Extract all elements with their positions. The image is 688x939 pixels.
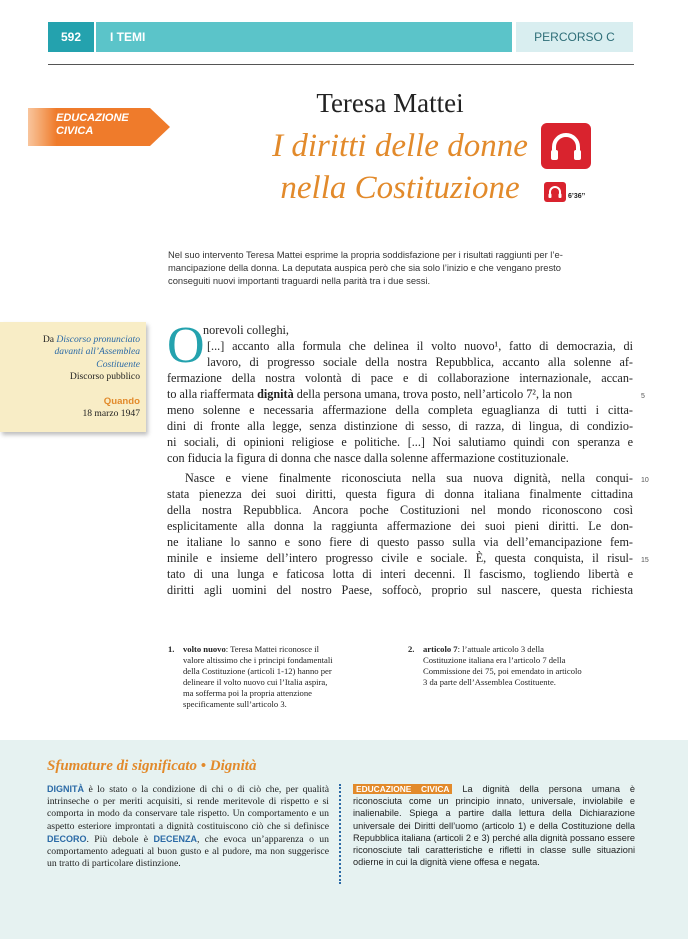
title-line2: nella Costituzione <box>280 170 520 206</box>
source-genre: Discorso pubblico <box>69 371 140 383</box>
author-name: Teresa Mattei <box>316 88 464 118</box>
body-line: esplicitamente alla donna la raggiunta affermazione dei suoi pieni diritti. Le don- <box>167 519 633 533</box>
footnote-text: Costituzione italiana era l’articolo 7 della <box>423 655 566 665</box>
line-number: 15 <box>641 557 649 564</box>
when-label: Quando <box>103 395 140 407</box>
footnote-text: ma sofferma poi la propria attenzione <box>183 688 312 698</box>
body-line: Nasce e viene finalmente riconosciuta nella sua nuova dignità, nella conqui- <box>185 471 633 485</box>
footnote-number: 2. <box>408 644 415 654</box>
body-line: ne italiane lo sanno e sono fiere di questo passo sulla via dell’emancipazione fem- <box>167 535 633 549</box>
educazione-civica-label: EDUCAZIONE CIVICA <box>353 784 452 794</box>
footnote-2 <box>423 644 635 688</box>
intro-paragraph <box>168 248 634 287</box>
tag-line1: EDUCAZIONE <box>56 112 129 124</box>
footnote-text: 3 da parte dell’Assemblea Costituente. <box>423 677 556 687</box>
body-line: ni sociali, di opinioni religiose e politiche. [...] Noi salutiamo quindi con speranza e <box>167 435 633 449</box>
body-line: norevoli colleghi, <box>203 323 289 337</box>
tag-text <box>56 112 129 138</box>
body-line: fermazione della nostra volontà di pace e di collaborazione internazionale, accan- <box>167 371 633 385</box>
body-line <box>167 386 633 402</box>
audio-duration: 6’36’’ <box>568 193 586 200</box>
page-number: 592 <box>48 22 94 52</box>
body-line: dini di fronte alla legge, senza distinzione di sesso, di razza, di lingua, di condizio- <box>167 419 633 433</box>
line-number: 5 <box>641 393 645 400</box>
definition-text: . Più debole è <box>86 833 154 845</box>
panel-definition <box>47 783 329 870</box>
source-title-1: Discorso pronunciato <box>56 334 140 345</box>
intro-line: Nel suo intervento Teresa Mattei esprime la propria soddisfazione per i risultati raggiunti per l’e- <box>168 249 563 260</box>
footnote-1 <box>183 644 383 710</box>
source-title-2: davanti all’Assemblea <box>54 346 140 358</box>
footnote-term: volto nuovo <box>183 644 226 654</box>
body-line: stata pienezza dei suoi diritti, questa figura di donna italiana finalmente cittadina <box>167 487 633 501</box>
keyword-dignita: DIGNITÀ <box>47 784 84 794</box>
body-line: [...] accanto alla formula che delinea il volto nuovo¹, fatto di democrazia, di <box>207 339 633 353</box>
definition-text: , che evoca un’apparenza o un comportamento adeguati al buon gusto e al pudore, ma non suggerisce un tratto di particolare distinzione. <box>47 833 329 870</box>
headphones-icon[interactable] <box>541 123 591 169</box>
keyword-decenza: DECENZA <box>153 833 197 844</box>
activity-text: La dignità della persona umana è riconosciuta come un principio innato, universale, inviolabile e inalienabile. Spiega a partire dalla lettura della Dichiarazione universale dei Diritti dell’uomo (articolo 1) e della Costituzione della Repubblica italiana (articoli 2 e 3) perché alla dignità possano essere riconosciute tali caratteristiche e rifletti in classe sulle situazioni odierne in cui la dignità viene offesa e negata. <box>353 784 635 868</box>
source-prefix: Da <box>42 334 54 345</box>
dignita-keyword: dignità <box>257 387 294 401</box>
keyword-decoro: DECORO <box>47 833 87 844</box>
definition-text: è lo stato o la condizione di chi o di ciò che, per qualità intrinseche o per meriti acquisiti, si rende meritevole di rispetto e si comporta in modo da conservare tale rispetto. Un comportamento e un aspetto esteriore improntati a dignità costituiscono ciò che si definisce <box>47 784 329 832</box>
header-rule <box>48 64 634 65</box>
body-line-part: della persona umana, trova posto, nell’articolo 7², la non <box>296 387 573 401</box>
headphones-small-icon[interactable] <box>544 182 566 202</box>
source-info <box>6 334 140 420</box>
footnote-text: Commissione dei 75, poi emendato in articolo <box>423 666 582 676</box>
footnote-text: valore altissimo che i principi fondamentali <box>183 655 333 665</box>
footnote-text: specificamente sull’articolo 3. <box>183 699 287 709</box>
body-line: con fiducia la figura di donna che nasce dalla solenne affermazione costituzionale. <box>167 451 569 465</box>
panel-divider <box>339 784 341 884</box>
footnote-term: articolo 7 <box>423 644 458 654</box>
footnote-text: della Costituzione (articoli 1-12) hanno per <box>183 666 332 676</box>
section-label: I TEMI <box>96 22 512 52</box>
when-date: 18 marzo 1947 <box>82 408 140 420</box>
footnote-text: : Teresa Mattei riconosce il <box>225 644 320 654</box>
title-line1: I diritti delle donne <box>272 128 528 164</box>
intro-line: mancipazione della donna. La deputata auspica però che sia solo l’inizio e che vengano presto <box>168 262 561 273</box>
body-line-part: to alla riaffermata <box>167 387 255 401</box>
body-line: minile e insieme dell’intero progresso civile e sociale. È, questa conquista, il risul- <box>167 551 633 565</box>
footnote-text: : l’attuale articolo 3 della <box>457 644 544 654</box>
intro-line: conseguiti nuovi importanti traguardi nella parità tra i due sessi. <box>168 275 431 286</box>
body-line: lavoro, di progresso sociale della nostra Repubblica, accanto alla solenne af- <box>207 355 633 369</box>
panel-activity <box>353 783 635 868</box>
body-line: meno solenne e necessaria affermazione della completa eguaglianza di tutti i citta- <box>167 403 633 417</box>
line-number: 10 <box>641 477 649 484</box>
body-line: tato di una lunga e faticosa lotta di interi decenni. Il fascismo, togliendo libertà e <box>167 567 633 581</box>
footnote-number: 1. <box>168 644 175 654</box>
tag-line2: CIVICA <box>56 125 94 137</box>
footnote-text: delineare il volto nuovo cui l’Italia aspira, <box>183 677 328 687</box>
body-line: diritti agli uomini del nostro Paese, soffocò, proprio sul nascere, questa richiesta <box>167 583 633 597</box>
source-title-3: Costituente <box>96 358 140 370</box>
body-line: della nostra Repubblica. Ancora poche Costituzioni nel mondo riconoscono così <box>167 503 633 517</box>
drop-cap: O <box>167 317 205 374</box>
percorso-label: PERCORSO C <box>516 22 633 52</box>
panel-title: Sfumature di significato • Dignità <box>47 758 257 774</box>
